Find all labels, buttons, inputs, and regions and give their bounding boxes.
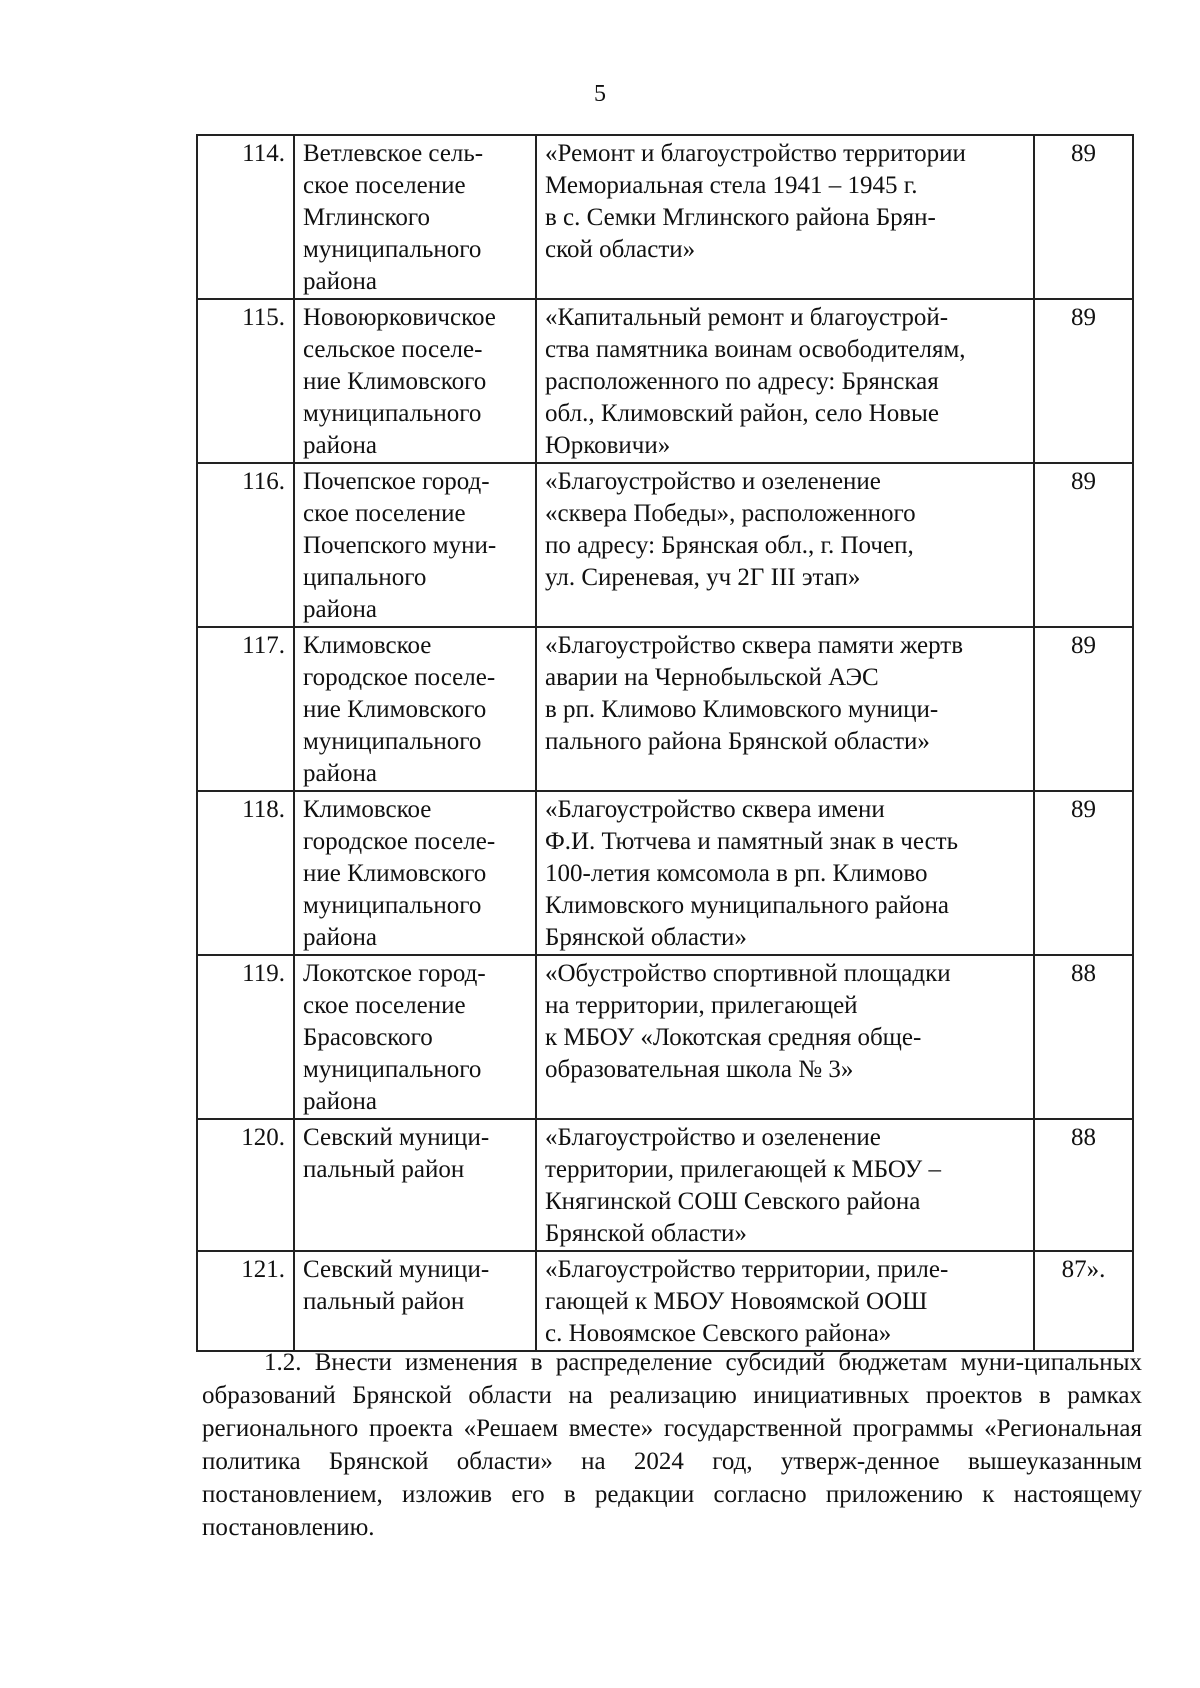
score-value: 89 — [1034, 299, 1133, 463]
table-row — [197, 955, 1133, 1119]
municipality-name: Новоюрковичское сельское поселе- ние Климовского муниципального района — [294, 299, 536, 463]
score-value: 89 — [1034, 463, 1133, 627]
municipality-name: Севский муници- пальный район — [294, 1251, 536, 1351]
projects-table — [196, 134, 1134, 1352]
project-title: «Благоустройство сквера имени Ф.И. Тютчева и памятный знак в честь 100-летия комсомола в рп. Климово Климовского муниципального района Брянской области» — [536, 791, 1034, 955]
score-value: 89 — [1034, 135, 1133, 299]
row-number: 114. — [197, 135, 294, 299]
row-number: 120. — [197, 1119, 294, 1251]
municipality-name: Севский муници- пальный район — [294, 1119, 536, 1251]
municipality-name: Климовское городское поселе- ние Климовского муниципального района — [294, 791, 536, 955]
row-number: 121. — [197, 1251, 294, 1351]
municipality-name: Почепское город- ское поселение Почепского муни- ципального района — [294, 463, 536, 627]
table-row — [197, 627, 1133, 791]
table-row — [197, 1251, 1133, 1351]
score-value: 87». — [1034, 1251, 1133, 1351]
row-number: 116. — [197, 463, 294, 627]
project-title: «Благоустройство и озеленение территории, прилегающей к МБОУ – Княгинской СОШ Севского района Брянской области» — [536, 1119, 1034, 1251]
project-title: «Капитальный ремонт и благоустрой- ства памятника воинам освободителям, расположенного по адресу: Брянская обл., Климовский район, село Новые Юрковичи» — [536, 299, 1034, 463]
row-number: 119. — [197, 955, 294, 1119]
row-number: 117. — [197, 627, 294, 791]
project-title: «Ремонт и благоустройство территории Мемориальная стела 1941 – 1945 г. в с. Семки Мглинского района Брян- ской области» — [536, 135, 1034, 299]
project-title: «Благоустройство территории, приле- гающей к МБОУ Новоямской ООШ с. Новоямское Севского района» — [536, 1251, 1034, 1351]
municipality-name: Климовское городское поселе- ние Климовского муниципального района — [294, 627, 536, 791]
municipality-name: Ветлевское сель- ское поселение Мглинского муниципального района — [294, 135, 536, 299]
page-number: 5 — [594, 81, 606, 107]
project-title: «Обустройство спортивной площадки на территории, прилегающей к МБОУ «Локотская средняя обще- образовательная школа № 3» — [536, 955, 1034, 1119]
score-value: 88 — [1034, 1119, 1133, 1251]
table-row — [197, 791, 1133, 955]
table-row — [197, 299, 1133, 463]
project-title: «Благоустройство сквера памяти жертв аварии на Чернобыльской АЭС в рп. Климово Климовского муници- пального района Брянской области» — [536, 627, 1034, 791]
project-title: «Благоустройство и озеленение «сквера Победы», расположенного по адресу: Брянская обл., г. Почеп, ул. Сиреневая, уч 2Г III этап» — [536, 463, 1034, 627]
municipality-name: Локотское город- ское поселение Брасовского муниципального района — [294, 955, 536, 1119]
row-number: 118. — [197, 791, 294, 955]
score-value: 88 — [1034, 955, 1133, 1119]
body-paragraph: 1.2. Внести изменения в распределение субсидий бюджетам муни-ципальных образований Брянской области на реализацию инициативных проектов в рамках регионального проекта «Решаем вместе» государственной программы «Региональная политика Брянской области» на 2024 год, утверж-денное вышеуказанным постановлением, изложив его в редакции согласно приложению к настоящему постановлению. — [202, 1349, 1142, 1541]
table-row — [197, 135, 1133, 299]
table-row — [197, 463, 1133, 627]
table-row — [197, 1119, 1133, 1251]
score-value: 89 — [1034, 627, 1133, 791]
score-value: 89 — [1034, 791, 1133, 955]
row-number: 115. — [197, 299, 294, 463]
